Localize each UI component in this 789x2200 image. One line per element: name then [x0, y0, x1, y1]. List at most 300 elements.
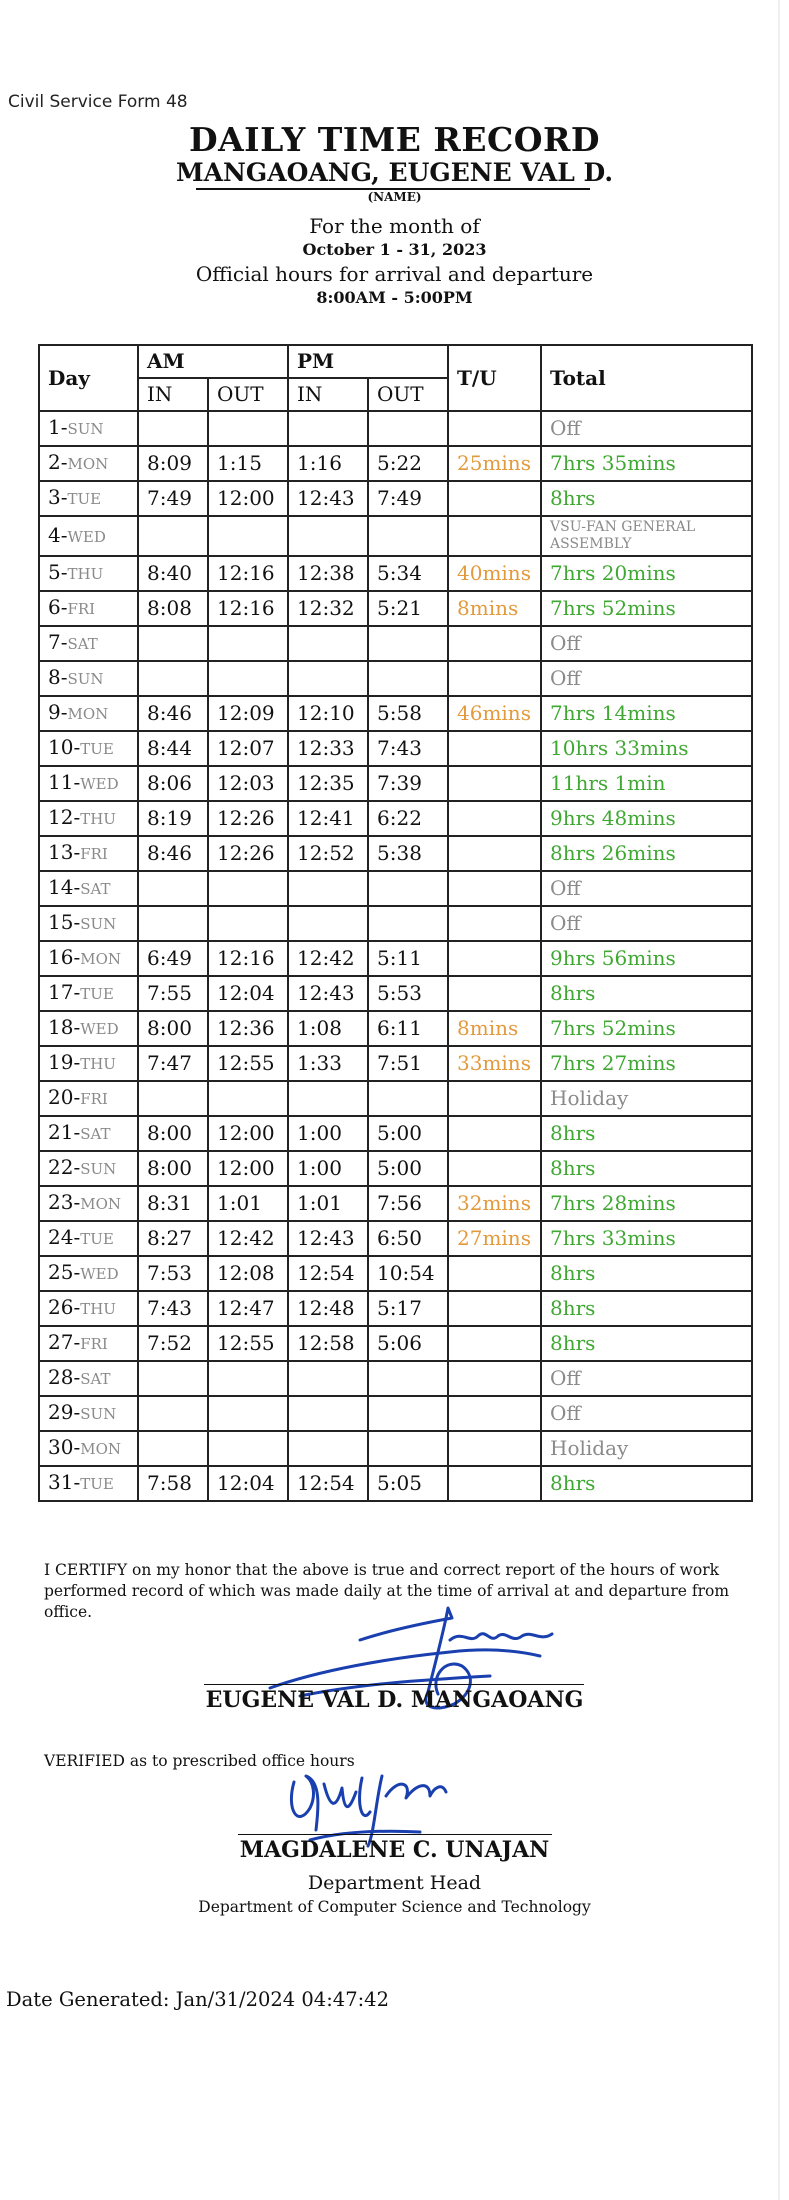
day-number: 9- [48, 700, 68, 724]
pm-in-cell [288, 411, 368, 446]
am-out-cell: 12:16 [208, 941, 288, 976]
day-cell [39, 801, 138, 836]
am-in-cell: 8:19 [138, 801, 208, 836]
day-number: 16- [48, 945, 81, 969]
total-cell: Off [541, 906, 752, 941]
day-cell [39, 1466, 138, 1501]
pm-in-cell: 12:43 [288, 1221, 368, 1256]
day-number: 19- [48, 1050, 81, 1074]
tardy-undertime-cell [448, 1396, 541, 1431]
pm-out-cell [368, 411, 448, 446]
day-number: 3- [48, 485, 68, 509]
total-cell: VSU-FAN GENERAL ASSEMBLY [541, 516, 752, 556]
pm-out-cell: 5:21 [368, 591, 448, 626]
day-cell [39, 661, 138, 696]
am-in-cell: 8:06 [138, 766, 208, 801]
day-of-week: THU [80, 810, 116, 828]
pm-out-cell: 5:00 [368, 1116, 448, 1151]
scan-edge [778, 0, 780, 2200]
tardy-undertime-cell: 40mins [448, 556, 541, 591]
day-of-week: SAT [67, 635, 98, 653]
pm-in-cell: 12:58 [288, 1326, 368, 1361]
day-of-week: WED [67, 527, 106, 546]
tardy-undertime-cell [448, 1361, 541, 1396]
day-number: 28- [48, 1365, 81, 1389]
pm-in-cell: 12:48 [288, 1291, 368, 1326]
day-cell [39, 1256, 138, 1291]
table-row [39, 1186, 752, 1221]
pm-out-cell: 5:38 [368, 836, 448, 871]
header-day: Day [39, 345, 138, 411]
am-in-cell: 7:49 [138, 481, 208, 516]
month-value: October 1 - 31, 2023 [302, 240, 487, 259]
day-of-week: SUN [67, 420, 104, 438]
am-out-cell: 12:04 [208, 1466, 288, 1501]
tardy-undertime-cell [448, 871, 541, 906]
header-am: AM [138, 345, 288, 378]
table-row [39, 836, 752, 871]
am-out-cell: 12:09 [208, 696, 288, 731]
day-cell [39, 766, 138, 801]
total-cell: Off [541, 1396, 752, 1431]
table-row [39, 766, 752, 801]
am-in-cell: 8:46 [138, 836, 208, 871]
day-of-week: SUN [80, 915, 117, 933]
total-cell: 8hrs [541, 1466, 752, 1501]
table-row [39, 481, 752, 516]
pm-out-cell [368, 1431, 448, 1466]
header-pm: PM [288, 345, 448, 378]
pm-in-cell [288, 516, 368, 556]
employee-signatory-name: EUGENE VAL D. MANGAOANG [205, 1687, 584, 1713]
pm-in-cell [288, 1396, 368, 1431]
tardy-undertime-cell [448, 516, 541, 556]
pm-in-cell: 12:43 [288, 481, 368, 516]
pm-in-cell: 1:00 [288, 1116, 368, 1151]
am-out-cell [208, 661, 288, 696]
tardy-undertime-cell [448, 976, 541, 1011]
approver-title: Department Head [307, 1872, 482, 1894]
day-number: 11- [48, 770, 81, 794]
tardy-undertime-cell [448, 661, 541, 696]
day-cell [39, 1396, 138, 1431]
pm-in-cell: 12:52 [288, 836, 368, 871]
day-number: 1- [48, 415, 68, 439]
day-cell [39, 516, 138, 556]
day-number: 21- [48, 1120, 81, 1144]
total-cell: 8hrs [541, 976, 752, 1011]
am-out-cell: 12:26 [208, 836, 288, 871]
day-cell [39, 481, 138, 516]
pm-in-cell: 12:41 [288, 801, 368, 836]
day-of-week: TUE [80, 1475, 114, 1493]
month-label: For the month of [309, 214, 480, 238]
pm-out-cell: 5:22 [368, 446, 448, 481]
day-cell [39, 446, 138, 481]
day-number: 14- [48, 875, 81, 899]
tardy-undertime-cell [448, 1081, 541, 1116]
day-cell [39, 1081, 138, 1116]
am-out-cell [208, 1361, 288, 1396]
table-row [39, 1396, 752, 1431]
day-cell [39, 941, 138, 976]
am-out-cell: 12:26 [208, 801, 288, 836]
am-in-cell: 7:47 [138, 1046, 208, 1081]
am-in-cell: 8:00 [138, 1116, 208, 1151]
table-row [39, 906, 752, 941]
day-of-week: FRI [80, 1335, 108, 1353]
am-out-cell [208, 516, 288, 556]
day-cell [39, 1186, 138, 1221]
table-row [39, 556, 752, 591]
pm-in-cell: 1:08 [288, 1011, 368, 1046]
total-cell: 8hrs [541, 1326, 752, 1361]
hours-label: Official hours for arrival and departure [195, 262, 594, 286]
pm-out-cell: 5:34 [368, 556, 448, 591]
total-cell: Holiday [541, 1081, 752, 1116]
table-row [39, 1361, 752, 1396]
table-row [39, 1221, 752, 1256]
total-cell: 8hrs 26mins [541, 836, 752, 871]
day-number: 17- [48, 980, 81, 1004]
day-cell [39, 1116, 138, 1151]
tardy-undertime-cell [448, 1291, 541, 1326]
am-in-cell [138, 1081, 208, 1116]
certify-statement: I CERTIFY on my honor that the above is true and correct report of the hours of work performed record of which was made daily at the time of arrival at and departure from office. [44, 1561, 730, 1621]
form-label: Civil Service Form 48 [8, 92, 188, 112]
total-cell: 7hrs 20mins [541, 556, 752, 591]
total-cell: 7hrs 52mins [541, 1011, 752, 1046]
total-cell: Off [541, 871, 752, 906]
table-row [39, 941, 752, 976]
am-out-cell: 12:03 [208, 766, 288, 801]
pm-in-cell: 12:33 [288, 731, 368, 766]
total-cell: Off [541, 411, 752, 446]
day-number: 10- [48, 735, 81, 759]
day-number: 8- [48, 665, 68, 689]
pm-in-cell: 12:54 [288, 1466, 368, 1501]
am-out-cell [208, 411, 288, 446]
day-number: 22- [48, 1155, 81, 1179]
day-of-week: MON [67, 705, 109, 723]
am-in-cell: 7:52 [138, 1326, 208, 1361]
pm-out-cell: 6:50 [368, 1221, 448, 1256]
tardy-undertime-cell: 32mins [448, 1186, 541, 1221]
pm-in-cell [288, 626, 368, 661]
day-cell [39, 591, 138, 626]
pm-in-cell [288, 906, 368, 941]
total-cell: 8hrs [541, 1151, 752, 1186]
am-out-cell [208, 871, 288, 906]
am-out-cell: 1:15 [208, 446, 288, 481]
day-cell [39, 836, 138, 871]
day-of-week: TUE [67, 490, 102, 508]
day-of-week: TUE [80, 1230, 114, 1248]
am-in-cell: 7:53 [138, 1256, 208, 1291]
tardy-undertime-cell [448, 1466, 541, 1501]
total-cell: 11hrs 1min [541, 766, 752, 801]
day-number: 2- [48, 450, 68, 474]
am-out-cell: 12:47 [208, 1291, 288, 1326]
table-row [39, 1011, 752, 1046]
total-cell: 7hrs 33mins [541, 1221, 752, 1256]
table-row [39, 696, 752, 731]
time-record-table [38, 344, 753, 1502]
am-in-cell: 8:00 [138, 1011, 208, 1046]
tardy-undertime-cell [448, 1151, 541, 1186]
am-in-cell: 6:49 [138, 941, 208, 976]
header-pm-in: IN [288, 378, 368, 411]
pm-out-cell: 5:05 [368, 1466, 448, 1501]
day-number: 20- [48, 1085, 81, 1109]
am-out-cell: 12:04 [208, 976, 288, 1011]
day-cell [39, 556, 138, 591]
pm-out-cell: 7:43 [368, 731, 448, 766]
tardy-undertime-cell: 27mins [448, 1221, 541, 1256]
day-cell [39, 1011, 138, 1046]
table-row [39, 871, 752, 906]
header-tu: T/U [448, 345, 541, 411]
am-in-cell: 8:27 [138, 1221, 208, 1256]
day-of-week: THU [80, 1300, 116, 1318]
pm-out-cell: 5:58 [368, 696, 448, 731]
day-number: 29- [48, 1400, 81, 1424]
pm-out-cell [368, 1081, 448, 1116]
pm-in-cell: 1:00 [288, 1151, 368, 1186]
day-of-week: SUN [67, 670, 104, 688]
day-cell [39, 626, 138, 661]
pm-in-cell: 12:43 [288, 976, 368, 1011]
pm-in-cell [288, 871, 368, 906]
day-cell [39, 411, 138, 446]
day-of-week: TUE [80, 740, 114, 758]
table-row [39, 446, 752, 481]
total-cell: 8hrs [541, 1116, 752, 1151]
total-cell: Off [541, 626, 752, 661]
am-in-cell [138, 661, 208, 696]
am-out-cell: 12:00 [208, 1151, 288, 1186]
tardy-undertime-cell: 25mins [448, 446, 541, 481]
day-number: 13- [48, 840, 81, 864]
day-of-week: THU [80, 1055, 116, 1073]
day-of-week: SUN [80, 1405, 117, 1423]
am-out-cell [208, 1396, 288, 1431]
pm-out-cell: 6:22 [368, 801, 448, 836]
am-out-cell: 1:01 [208, 1186, 288, 1221]
total-cell: Off [541, 1361, 752, 1396]
pm-out-cell: 10:54 [368, 1256, 448, 1291]
day-cell [39, 1326, 138, 1361]
table-row [39, 516, 752, 556]
table-row [39, 801, 752, 836]
tardy-undertime-cell [448, 1116, 541, 1151]
verified-statement: VERIFIED as to prescribed office hours [44, 1752, 355, 1770]
day-cell [39, 1221, 138, 1256]
tardy-undertime-cell [448, 481, 541, 516]
day-number: 6- [48, 595, 68, 619]
day-number: 12- [48, 805, 81, 829]
day-of-week: SAT [80, 1370, 111, 1388]
day-of-week: FRI [80, 1090, 108, 1108]
table-row [39, 626, 752, 661]
pm-out-cell: 7:51 [368, 1046, 448, 1081]
day-of-week: MON [80, 950, 121, 968]
total-cell: 8hrs [541, 1291, 752, 1326]
day-cell [39, 1151, 138, 1186]
total-cell: 9hrs 56mins [541, 941, 752, 976]
day-number: 7- [48, 630, 68, 654]
total-cell: 10hrs 33mins [541, 731, 752, 766]
tardy-undertime-cell [448, 801, 541, 836]
am-in-cell [138, 516, 208, 556]
pm-out-cell [368, 661, 448, 696]
tardy-undertime-cell [448, 941, 541, 976]
table-row [39, 411, 752, 446]
total-cell: 8hrs [541, 1256, 752, 1291]
tardy-undertime-cell: 8mins [448, 1011, 541, 1046]
pm-out-cell: 7:49 [368, 481, 448, 516]
table-row [39, 1046, 752, 1081]
total-cell: 8hrs [541, 481, 752, 516]
header-am-in: IN [138, 378, 208, 411]
day-of-week: MON [80, 1440, 121, 1458]
tardy-undertime-cell [448, 906, 541, 941]
document-title: DAILY TIME RECORD [188, 120, 601, 159]
total-cell: 9hrs 48mins [541, 801, 752, 836]
pm-out-cell [368, 516, 448, 556]
pm-in-cell: 1:33 [288, 1046, 368, 1081]
day-of-week: SUN [80, 1160, 117, 1178]
total-cell: Off [541, 661, 752, 696]
pm-out-cell: 7:56 [368, 1186, 448, 1221]
am-in-cell [138, 1431, 208, 1466]
table-row [39, 976, 752, 1011]
pm-in-cell: 12:10 [288, 696, 368, 731]
table-row [39, 1431, 752, 1466]
tardy-undertime-cell [448, 1256, 541, 1291]
day-number: 26- [48, 1295, 81, 1319]
day-number: 30- [48, 1435, 81, 1459]
total-cell: 7hrs 52mins [541, 591, 752, 626]
day-number: 15- [48, 910, 81, 934]
am-out-cell: 12:00 [208, 481, 288, 516]
day-number: 31- [48, 1470, 81, 1494]
date-generated: Date Generated: Jan/31/2024 04:47:42 [6, 1988, 389, 2011]
day-number: 24- [48, 1225, 81, 1249]
table-row [39, 1151, 752, 1186]
am-out-cell [208, 626, 288, 661]
day-number: 4- [48, 522, 68, 547]
am-in-cell: 8:40 [138, 556, 208, 591]
am-in-cell [138, 1361, 208, 1396]
table-row [39, 661, 752, 696]
am-in-cell [138, 1396, 208, 1431]
hours-value: 8:00AM - 5:00PM [316, 288, 473, 307]
header-am-out: OUT [208, 378, 288, 411]
am-out-cell: 12:55 [208, 1326, 288, 1361]
total-cell: 7hrs 28mins [541, 1186, 752, 1221]
am-out-cell: 12:36 [208, 1011, 288, 1046]
approver-signature-line [238, 1834, 552, 1835]
table-row [39, 1326, 752, 1361]
day-of-week: SAT [80, 880, 111, 898]
tardy-undertime-cell [448, 626, 541, 661]
am-out-cell: 12:07 [208, 731, 288, 766]
pm-in-cell: 1:01 [288, 1186, 368, 1221]
tardy-undertime-cell [448, 836, 541, 871]
am-in-cell: 8:00 [138, 1151, 208, 1186]
day-cell [39, 871, 138, 906]
day-of-week: MON [67, 455, 109, 473]
am-out-cell: 12:16 [208, 556, 288, 591]
total-cell: 7hrs 35mins [541, 446, 752, 481]
tardy-undertime-cell: 46mins [448, 696, 541, 731]
table-row [39, 1116, 752, 1151]
tardy-undertime-cell [448, 411, 541, 446]
pm-in-cell [288, 1431, 368, 1466]
day-cell [39, 1046, 138, 1081]
am-in-cell: 8:46 [138, 696, 208, 731]
day-of-week: THU [67, 565, 104, 583]
pm-out-cell: 5:00 [368, 1151, 448, 1186]
header-pm-out: OUT [368, 378, 448, 411]
am-out-cell: 12:08 [208, 1256, 288, 1291]
pm-out-cell [368, 626, 448, 661]
tardy-undertime-cell: 33mins [448, 1046, 541, 1081]
pm-in-cell: 12:42 [288, 941, 368, 976]
day-number: 27- [48, 1330, 81, 1354]
am-in-cell: 8:44 [138, 731, 208, 766]
am-in-cell: 8:31 [138, 1186, 208, 1221]
tardy-undertime-cell [448, 1431, 541, 1466]
tardy-undertime-cell [448, 731, 541, 766]
day-number: 5- [48, 560, 68, 584]
table-row [39, 1256, 752, 1291]
total-cell: 7hrs 27mins [541, 1046, 752, 1081]
name-caption: (NAME) [367, 190, 422, 204]
day-cell [39, 1361, 138, 1396]
pm-out-cell: 5:11 [368, 941, 448, 976]
am-in-cell [138, 906, 208, 941]
day-cell [39, 731, 138, 766]
pm-in-cell: 1:16 [288, 446, 368, 481]
table-row [39, 1081, 752, 1116]
table-row [39, 1291, 752, 1326]
day-cell [39, 906, 138, 941]
day-cell [39, 1431, 138, 1466]
am-in-cell: 7:55 [138, 976, 208, 1011]
pm-out-cell: 5:53 [368, 976, 448, 1011]
pm-in-cell [288, 1361, 368, 1396]
day-cell [39, 1291, 138, 1326]
pm-out-cell [368, 1396, 448, 1431]
am-out-cell: 12:42 [208, 1221, 288, 1256]
day-number: 25- [48, 1260, 81, 1284]
pm-out-cell: 5:06 [368, 1326, 448, 1361]
day-of-week: WED [80, 1265, 119, 1283]
day-of-week: MON [80, 1195, 121, 1213]
pm-in-cell [288, 661, 368, 696]
approver-department: Department of Computer Science and Technology [198, 1898, 591, 1916]
day-of-week: SAT [80, 1125, 111, 1143]
am-in-cell: 8:09 [138, 446, 208, 481]
pm-in-cell: 12:32 [288, 591, 368, 626]
pm-out-cell [368, 906, 448, 941]
employee-signature-line [204, 1684, 584, 1685]
day-of-week: FRI [67, 600, 96, 618]
am-in-cell [138, 411, 208, 446]
approver-name: MAGDALENE C. UNAJAN [239, 1837, 550, 1863]
